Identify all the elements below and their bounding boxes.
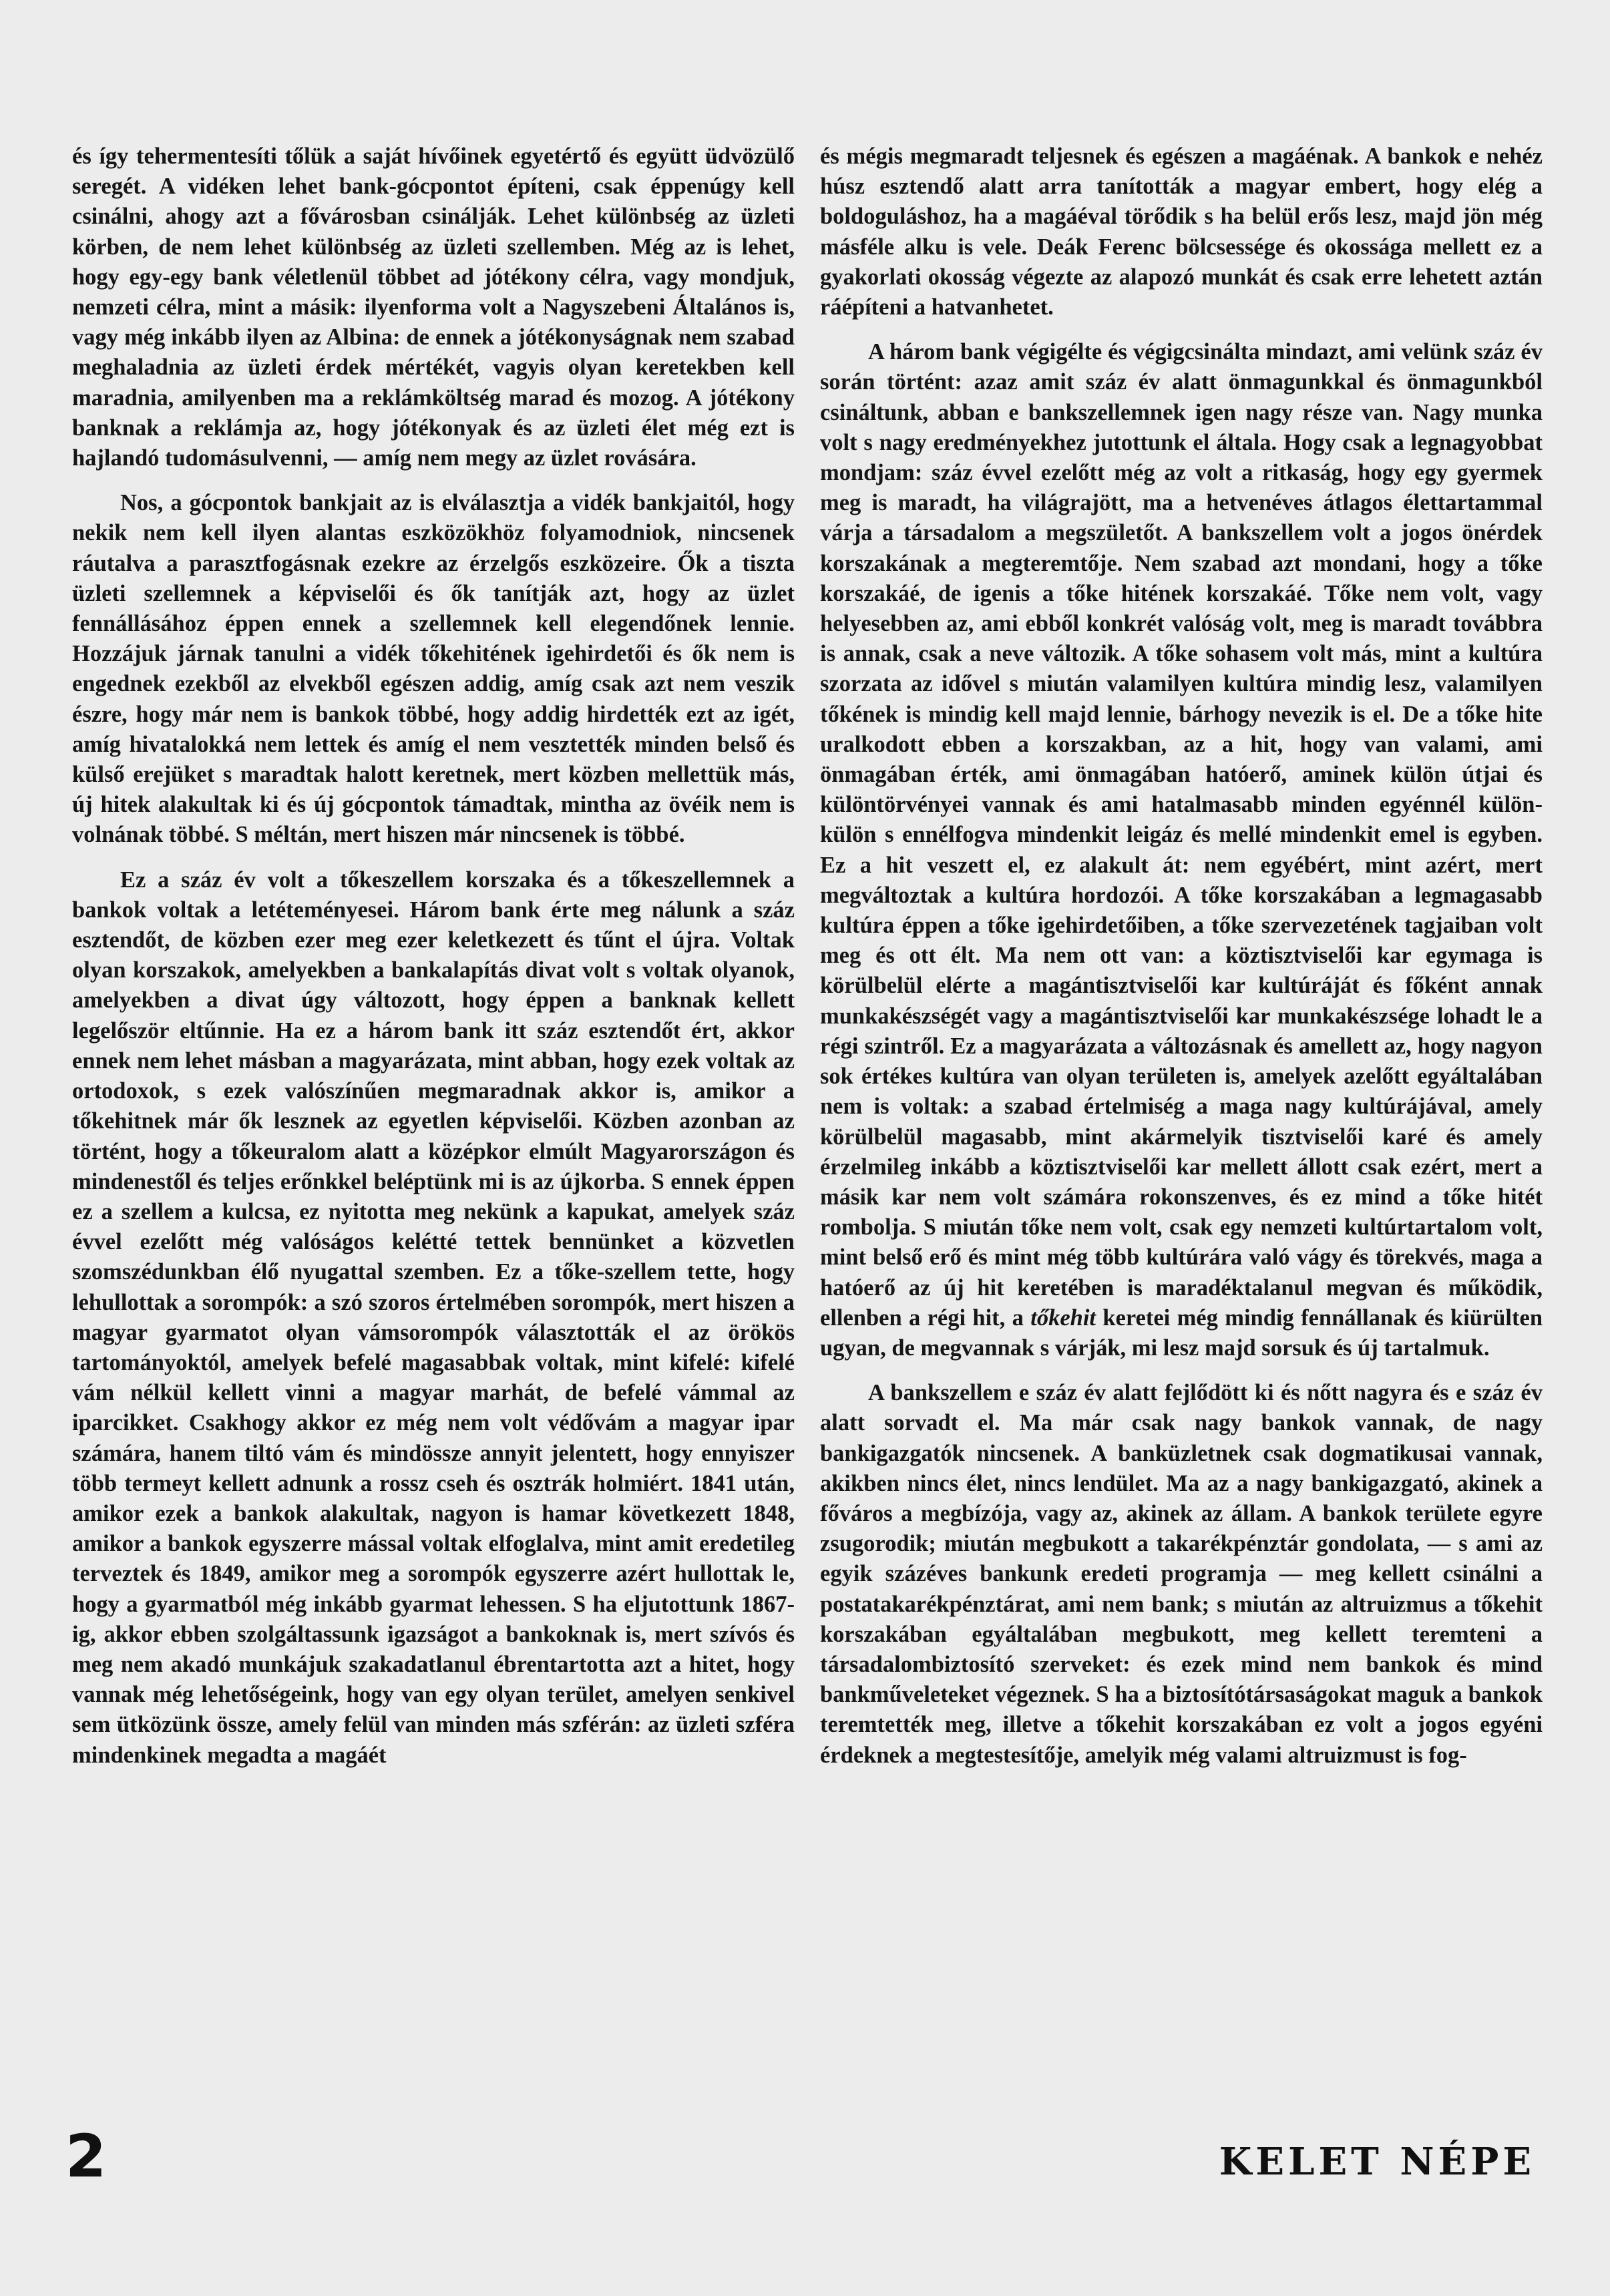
paragraph — [820, 337, 1543, 1363]
paragraph-text: A három bank végigélte és végigcsinálta mindazt, ami velünk száz év során történt: azaz amit száz év alatt önmagunkkal és önmagunkból csináltunk, abban e bankszellemnek igen nagy része van. Nagy munka volt s nagy eredményekhez jutottunk el általa. Hogy csak a legnagyobbat mondjam: száz évvel ezelőtt még az volt a ritkaság, hogy egy gyermek meg is maradt, ha világrajött, ma a hetvenéves átlagos élettartammal várja a társadalom a megszületőt. A bankszellem volt a jogos önérdek korszakának a megteremtője. Nem szabad azt mondani, hogy a tőke korszakáé, de igenis a tőke hitének korszakáé. Tőke nem volt, vagy helyesebben az, ami ebből konkrét valóság volt, meg is maradt továbbra is annak, csak a neve változik. A tőke sohasem volt más, mint a kultúra szorzata az idővel s miután valamilyen kultúra mindig lesz, valamilyen tőkének is mindig kell majd lennie, bárhogy nevezik is el. De a tőke hite uralkodott ebben a korszakban, az a hit, hogy van valami, ami önmagában érték, ami önmagában hatóerő, aminek külön útjai és különtörvényei vannak és ami hatalmasabb minden egyénnél külön-külön s ennélfogva mindenkit leigáz és mellé mindenkit emel is egyben. Ez a hit veszett el, ez alakult át: nem egyébért, mint azért, mert megváltoztak a kultúra hordozói. A tőke korszakában a legmagasabb kultúra éppen a tőke igehirdetőiben, a tőke szervezetének tagjaiban volt meg és ott élt. Ma nem ott van: a köztisztviselői kar egymaga is körülbelül elérte a magántisztviselői kar kultúráját és főként annak munkakészségét vagy a magántisztviselői kar munkakészsége lohadt le a régi szintről. Ez a magyarázata a változásnak és amellett az, hogy nagyon sok értékes kultúra van olyan területen is, amelyek azelőtt egyáltalában nem is voltak: a szabad értelmiség a maga nagy kultúrájával, amely körülbelül magasabb, mint akármelyik tisztviselői karé és amely érzelmileg inkább a köztisztviselői kar mellett állott csak ezért, mert a másik kar nem volt számára rokonszenves, és ez mind a tőke hitét rombolja. S miután tőke nem volt, csak egy nemzeti kultúrtartalom volt, mint belső erő és mint még több kultúrára való vágy és törekvés, maga a hatóerő az új hit keretében is maradéktalanul megvan és működik, ellenben a régi hit, a — [820, 339, 1543, 1331]
italic-term: tőkehit — [1030, 1305, 1096, 1331]
left-text-column — [72, 142, 795, 1785]
magazine-title: KELET NÉPE — [1219, 2140, 1535, 2184]
paragraph: és így tehermentesíti tőlük a saját hívőinek egyetértő és együtt üdvözülő seregét. A vidéken lehet bank-gócpontot építeni, csak éppenúgy kell csinálni, ahogy azt a fővárosban csinálják. Lehet különbség az üzleti körben, de nem lehet különbség az üzleti szellemben. Még az is lehet, hogy egy-egy bank véletlenül többet ad jótékony célra, vagy mondjuk, nemzeti célra, mint a másik: ilyenforma volt a Nagyszebeni Általános is, vagy még inkább ilyen az Albina: de ennek a jótékonyságnak nem szabad meghaladnia az üzleti érdek mértékét, vagyis olyan keretekben kell maradnia, amilyenben ma a reklámköltség marad és mozog. A jótékony banknak a reklámja az, hogy jótékonyak és az üzleti élet még ezt is hajlandó tudomásulvenni, — amíg nem megy az üzlet rovására. — [72, 144, 795, 471]
paragraph: Ez a száz év volt a tőkeszellem korszaka és a tőkeszellemnek a bankok voltak a letéteményesei. Három bank érte meg nálunk a száz esztendőt, de közben ezer meg ezer keletkezett és tűnt el újra. Voltak olyan korszakok, amelyekben a bankalapítás divat volt s voltak olyanok, amelyekben a divat úgy változott, hogy éppen a banknak kellett legelőször eltűnnie. Ha ez a három bank itt száz esztendőt ért, akkor ennek nem lehet másban a magyarázata, mint abban, hogy ezek voltak az ortodoxok, s ezek valószínűen megmaradnak akkor is, amikor a tőkehitnek már ők lesznek az egyetlen képviselői. Közben azonban az történt, hogy a tőkeuralom alatt a középkor elmúlt Magyarországon és mindenestől és teljes erőnkkel beléptünk mi is az újkorba. S ennek éppen ez a szellem a kulcsa, ez nyitotta meg nekünk a kapukat, amelyek száz évvel ezelőtt még valóságos kelétté tettek bennünket a közvetlen szomszédunkban élő nyugattal szemben. Ez a tőke-szellem tette, hogy lehullottak a sorompók: a szó szoros értelmében sorompók, mert hiszen a magyar gyarmatot olyan vámsorompók választották el az örökös tartományoktól, amelyek befelé magasabbak voltak, mint kifelé: kifelé vám nélkül kellett vinni a magyar marhát, de befelé vámmal az iparcikket. Csakhogy akkor ez még nem volt védővám a magyar ipar számára, hanem tiltó vám és mindössze annyit jelentett, hogy ennyiszer több termeyt kellett adnunk a rossz cseh és osztrák holmiért. 1841 után, amikor ezek a bankok alakultak, nagyon is hamar következett 1848, amikor a bankok egyszerre mással voltak elfoglalva, mint amit eredetileg terveztek és 1849, amikor meg a sorompók egyszerre azért hullottak le, hogy a gyarmatból még inkább gyarmat lehessen. S ha eljutottunk 1867-ig, akkor ebben szolgáltassunk igazságot a bankoknak is, mert szívós és meg nem akadó munkájuk szakadatlanul ébrentartotta azt a hitet, hogy vannak még lehetőségeink, hogy van egy olyan terület, amelyen senkivel sem ütközünk össze, amely felül van minden más szférán: az üzleti szféra mindenkinek megadta a magáét — [72, 867, 795, 1768]
paragraph-text: keretei még mindig fennállanak és kiürülten ugyan, de megvannak s várják, mi lesz majd sorsuk és új tartalmuk. — [820, 1305, 1543, 1361]
right-text-column — [820, 142, 1543, 1785]
page-number: 2 — [65, 2122, 107, 2191]
paragraph: A bankszellem e száz év alatt fejlődött ki és nőtt nagyra és e száz év alatt sorvadt el. Ma már csak nagy bankok vannak, de nagy bankigazgatók nincsenek. A banküzletnek csak dogmatikusai vannak, akikben nincs élet, nincs lendület. Ma az a nagy bankigazgató, akinek a főváros a megbízója, vagy az, akinek az állam. A bankok területe egyre zsugorodik; miután megbukott a takarékpénztár gondolata, — s ami az egyik százéves bankunk eredeti programja — meg kellett csinálni a postatakarékpénztárat, ami nem bank; s miután az altruizmus a tőkehit korszakában egyáltalában megbukott, meg kellett teremteni a társadalombiztosító szerveket: és ezek mind nem bankok és mind bankműveleteket végeznek. S ha a biztosítótársaságokat maguk a bankok teremtették meg, illetve a tőkehit korszakában ez volt a jogos egyéni érdeknek a megtestesítője, amelyik még valami altruizmust is fog- — [820, 1380, 1543, 1768]
paragraph: és mégis megmaradt teljesnek és egészen a magáénak. A bankok e nehéz húsz esztendő alatt arra tanították a magyar embert, hogy elég a boldoguláshoz, ha a magáéval törődik s ha belül erős lesz, majd jön még másféle alku is vele. Deák Ferenc bölcsessége és okossága mellett ez a gyakorlati okosság végezte az alapozó munkát és csak erre lehetett aztán ráépíteni a hatvanhetet. — [820, 144, 1543, 320]
paragraph: Nos, a gócpontok bankjait az is elválasztja a vidék bankjaitól, hogy nekik nem kell ilyen alantas eszközökhöz folyamodniok, nincsenek ráutalva a parasztfogásnak ezekre az érzelgős eszközeire. Ők a tiszta üzleti szellemnek a képviselői és ők tanítják azt, hogy az üzlet fennállásához éppen ennek a szellemnek kell elegendőnek lennie. Hozzájuk járnak tanulni a vidék tőkehitének igehirdetői és ők nem is engednek ezekből az elvekből egészen addig, amíg csak azt nem veszik észre, hogy már nem is bankok többé, hogy addig hirdették ezt az igét, amíg hivatalokká nem lettek és amíg el nem vesztették minden belső és külső erejüket s maradtak halott keretnek, mert közben mellettük más, új hitek alakultak ki és új gócpontok támadtak, mintha az övéik nem is volnának többé. S méltán, mert hiszen már nincsenek is többé. — [72, 490, 795, 848]
